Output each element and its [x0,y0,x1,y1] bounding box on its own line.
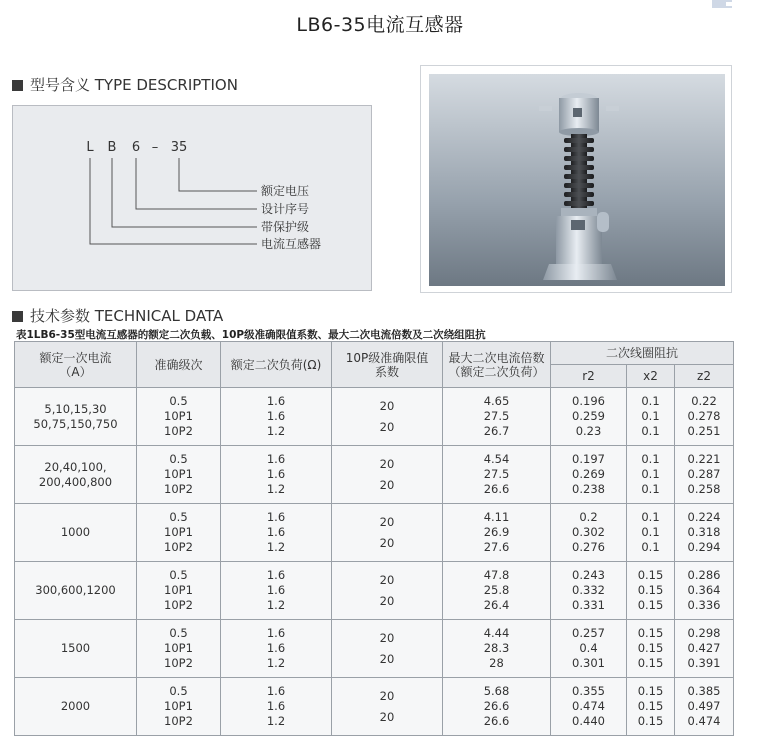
cell-z2 [675,504,734,562]
cell-z2 [675,446,734,504]
cell-line: 0.15 [637,656,664,670]
cell-z2 [675,388,734,446]
corner-decoration-inner [726,2,732,6]
cell-maxcur [443,504,551,562]
cell-line: 0.332 [572,583,605,597]
cell-line: 0.15 [637,583,664,597]
header-accuracy-class: 准确级次 [137,342,221,388]
cell-line: 20 [379,709,395,724]
cell-z2 [675,678,734,736]
cell-line: 1.6 [266,409,286,423]
cell-line: 4.44 [483,626,510,640]
leader-lines [90,158,257,244]
cell-line: 20 [379,688,395,703]
cell-line: 10P1 [164,409,193,423]
cell-current [15,446,137,504]
cell-maxcur [443,620,551,678]
cell-line: 10P1 [164,699,193,713]
cell-line: 0.302 [572,525,605,539]
cell-line: 20 [379,477,395,492]
cell-current [15,620,137,678]
cell-line: 1000 [60,525,91,539]
cell-line: 20 [379,419,395,434]
cell-line: 0.269 [572,467,605,481]
cell-x2 [627,620,675,678]
cell-line: 10P1 [164,583,193,597]
cell-line: 200,400,800 [38,474,113,489]
header-accuracy-limit-factor: 10P级准确限值 系数 [332,342,443,388]
cell-line: 0.257 [572,626,605,640]
type-description-panel [12,105,372,291]
model-letter: – [151,140,159,155]
cell-limit [332,504,443,562]
table-caption: 表1LB6-35型电流互感器的额定二次负载、10P级准确限值系数、最大二次电流倍数及二次绕组阻抗 [16,329,486,341]
cell-line: 5.68 [483,684,510,698]
cell-line: 27.5 [483,467,510,481]
cell-line: 0.5 [169,568,188,582]
cell-line: 27.6 [483,540,510,554]
model-letter: 6 [131,140,141,155]
cell-current [15,678,137,736]
cell-line: 0.331 [572,598,605,612]
cell-line: 0.1 [641,525,660,539]
cell-r2 [551,562,627,620]
cell-line: 0.474 [687,714,721,728]
cell-line: 0.238 [572,482,605,496]
cell-line: 10P2 [164,598,193,612]
transformer-illustration [421,66,733,294]
cell-line: 1.6 [266,525,286,539]
cell-x2 [627,562,675,620]
cell-line: 0.355 [572,684,605,698]
cell-burden [221,562,332,620]
cell-line: 4.65 [483,394,510,408]
cell-accuracy [137,388,221,446]
legend-rated-voltage: 额定电压 [261,184,310,198]
header-z2: z2 [675,365,734,388]
cell-line: 0.1 [641,540,660,554]
cell-line: 0.1 [641,482,660,496]
header-x2: x2 [627,365,675,388]
cell-line: 0.1 [641,409,660,423]
cell-line: 0.497 [687,699,721,713]
square-bullet-icon [12,80,23,91]
technical-data-heading [12,305,223,326]
cell-accuracy [137,620,221,678]
legend-protection-class: 带保护级 [261,220,310,234]
cell-line: 1.6 [266,394,286,408]
cell-line: 0.474 [572,699,605,713]
cell-accuracy [137,562,221,620]
cell-line: 0.196 [572,394,605,408]
cell-accuracy [137,678,221,736]
cell-line: 1.2 [266,424,286,438]
cell-maxcur [443,562,551,620]
table-row [15,678,734,736]
cell-line: 0.221 [687,452,721,466]
cell-line: 0.2 [579,510,598,524]
cell-burden [221,678,332,736]
cell-line: 20 [379,572,395,587]
cell-line: 0.243 [572,568,605,582]
cell-line: 0.440 [572,714,605,728]
cell-line: 26.7 [483,424,510,438]
cell-line: 0.286 [687,568,721,582]
cell-line: 1.6 [266,452,286,466]
cell-line: 26.9 [483,525,510,539]
cell-line: 0.5 [169,452,188,466]
cell-limit [332,562,443,620]
technical-data-table [14,341,734,736]
cell-line: 20 [379,651,395,666]
cell-line: 28.3 [483,641,510,655]
cell-line: 1.6 [266,568,286,582]
cell-line: 0.336 [687,598,721,612]
cell-burden [221,388,332,446]
cell-limit [332,388,443,446]
cell-line: 0.15 [637,568,664,582]
legend-current-transformer: 电流互感器 [261,237,322,251]
cell-line: 10P2 [164,540,193,554]
cell-line: 1.6 [266,467,286,481]
cell-r2 [551,620,627,678]
cell-line: 4.54 [483,452,510,466]
cell-line: 0.5 [169,510,188,524]
cell-line: 2000 [60,699,91,713]
cell-line: 0.5 [169,684,188,698]
cell-line: 0.251 [687,424,721,438]
cell-r2 [551,446,627,504]
cell-line: 1.6 [266,684,286,698]
table-row [15,446,734,504]
model-letter: B [107,140,117,155]
cell-x2 [627,388,675,446]
cell-line: 20 [379,630,395,645]
model-letter: 35 [170,140,188,155]
cell-line: 0.15 [637,626,664,640]
cell-z2 [675,620,734,678]
type-description-heading-text: 型号含义 TYPE DESCRIPTION [30,76,238,94]
cell-x2 [627,504,675,562]
cell-x2 [627,678,675,736]
cell-line: 0.15 [637,699,664,713]
cell-line: 0.294 [687,540,721,554]
cell-accuracy [137,446,221,504]
cell-line: 0.301 [572,656,605,670]
cell-line: 1.6 [266,510,286,524]
cell-burden [221,504,332,562]
model-code-diagram [13,106,373,292]
cell-line: 0.276 [572,540,605,554]
cell-line: 26.4 [483,598,510,612]
cell-line: 20 [379,456,395,471]
cell-line: 0.197 [572,452,605,466]
cell-line: 47.8 [483,568,510,582]
cell-r2 [551,388,627,446]
cell-line: 0.1 [641,424,660,438]
cell-line: 0.15 [637,684,664,698]
cell-current [15,504,137,562]
cell-line: 20,40,100, [44,459,107,474]
cell-line: 0.259 [572,409,605,423]
cell-line: 0.15 [637,641,664,655]
cell-line: 20 [379,514,395,529]
legend-design-serial: 设计序号 [261,202,310,216]
cell-limit [332,678,443,736]
cell-line: 1.2 [266,540,286,554]
cell-line: 0.22 [691,394,717,408]
cell-line: 10P2 [164,424,193,438]
cell-line: 0.318 [687,525,721,539]
table-row [15,388,734,446]
cell-line: 0.5 [169,626,188,640]
cell-line: 1.2 [266,714,286,728]
cell-x2 [627,446,675,504]
cell-maxcur [443,678,551,736]
cell-line: 4.11 [483,510,510,524]
cell-r2 [551,504,627,562]
cell-line: 0.5 [169,394,188,408]
cell-line: 5,10,15,30 [44,401,107,416]
cell-line: 50,75,150,750 [33,416,118,431]
cell-line: 0.4 [579,641,598,655]
cell-line: 26.6 [483,699,510,713]
cell-line: 10P1 [164,467,193,481]
cell-line: 26.6 [483,482,510,496]
table-row [15,620,734,678]
cell-line: 0.287 [687,467,721,481]
header-rated-current: 额定一次电流 （A） [15,342,137,388]
cell-line: 0.1 [641,394,660,408]
cell-r2 [551,678,627,736]
cell-line: 0.258 [687,482,721,496]
cell-line: 10P2 [164,656,193,670]
technical-data-heading-text: 技术参数 TECHNICAL DATA [30,307,224,325]
cell-line: 10P2 [164,714,193,728]
cell-line: 27.5 [483,409,510,423]
cell-line: 1.6 [266,583,286,597]
cell-current [15,562,137,620]
cell-line: 0.385 [687,684,721,698]
cell-line: 28 [489,656,504,670]
cell-burden [221,620,332,678]
cell-line: 0.224 [687,510,721,524]
cell-line: 0.23 [575,424,602,438]
cell-line: 20 [379,593,395,608]
square-bullet-icon [12,311,23,322]
cell-line: 10P2 [164,482,193,496]
type-description-heading [12,74,238,95]
cell-line: 0.15 [637,598,664,612]
cell-limit [332,446,443,504]
cell-line: 10P1 [164,641,193,655]
cell-line: 1.2 [266,656,286,670]
page-title: LB6-35电流互感器 [296,14,464,36]
cell-maxcur [443,388,551,446]
cell-line: 300,600,1200 [35,583,116,597]
cell-line: 26.6 [483,714,510,728]
model-letter: L [86,140,94,155]
cell-line: 20 [379,398,395,413]
table-row [15,562,734,620]
cell-line: 0.15 [637,714,664,728]
cell-line: 0.1 [641,452,660,466]
cell-line: 0.1 [641,510,660,524]
table-row [15,504,734,562]
cell-z2 [675,562,734,620]
cell-maxcur [443,446,551,504]
cell-line: 0.427 [687,641,721,655]
cell-burden [221,446,332,504]
cell-line: 10P1 [164,525,193,539]
cell-line: 1500 [60,641,91,655]
header-secondary-impedance: 二次线圈阻抗 [551,342,734,365]
header-rated-burden: 额定二次负荷(Ω) [221,342,332,388]
header-r2: r2 [551,365,627,388]
cell-line: 1.2 [266,482,286,496]
cell-accuracy [137,504,221,562]
cell-line: 0.391 [687,656,721,670]
cell-line: 1.6 [266,641,286,655]
cell-line: 0.364 [687,583,721,597]
cell-line: 1.6 [266,699,286,713]
cell-line: 0.278 [687,409,721,423]
header-max-secondary-current: 最大二次电流倍数 （额定二次负荷） [443,342,551,388]
cell-limit [332,620,443,678]
cell-line: 0.1 [641,467,660,481]
cell-line: 0.298 [687,626,721,640]
cell-line: 25.8 [483,583,510,597]
cell-current [15,388,137,446]
product-photo [420,65,732,293]
cell-line: 1.2 [266,598,286,612]
table-header-row [15,342,734,365]
cell-line: 20 [379,535,395,550]
cell-line: 1.6 [266,626,286,640]
